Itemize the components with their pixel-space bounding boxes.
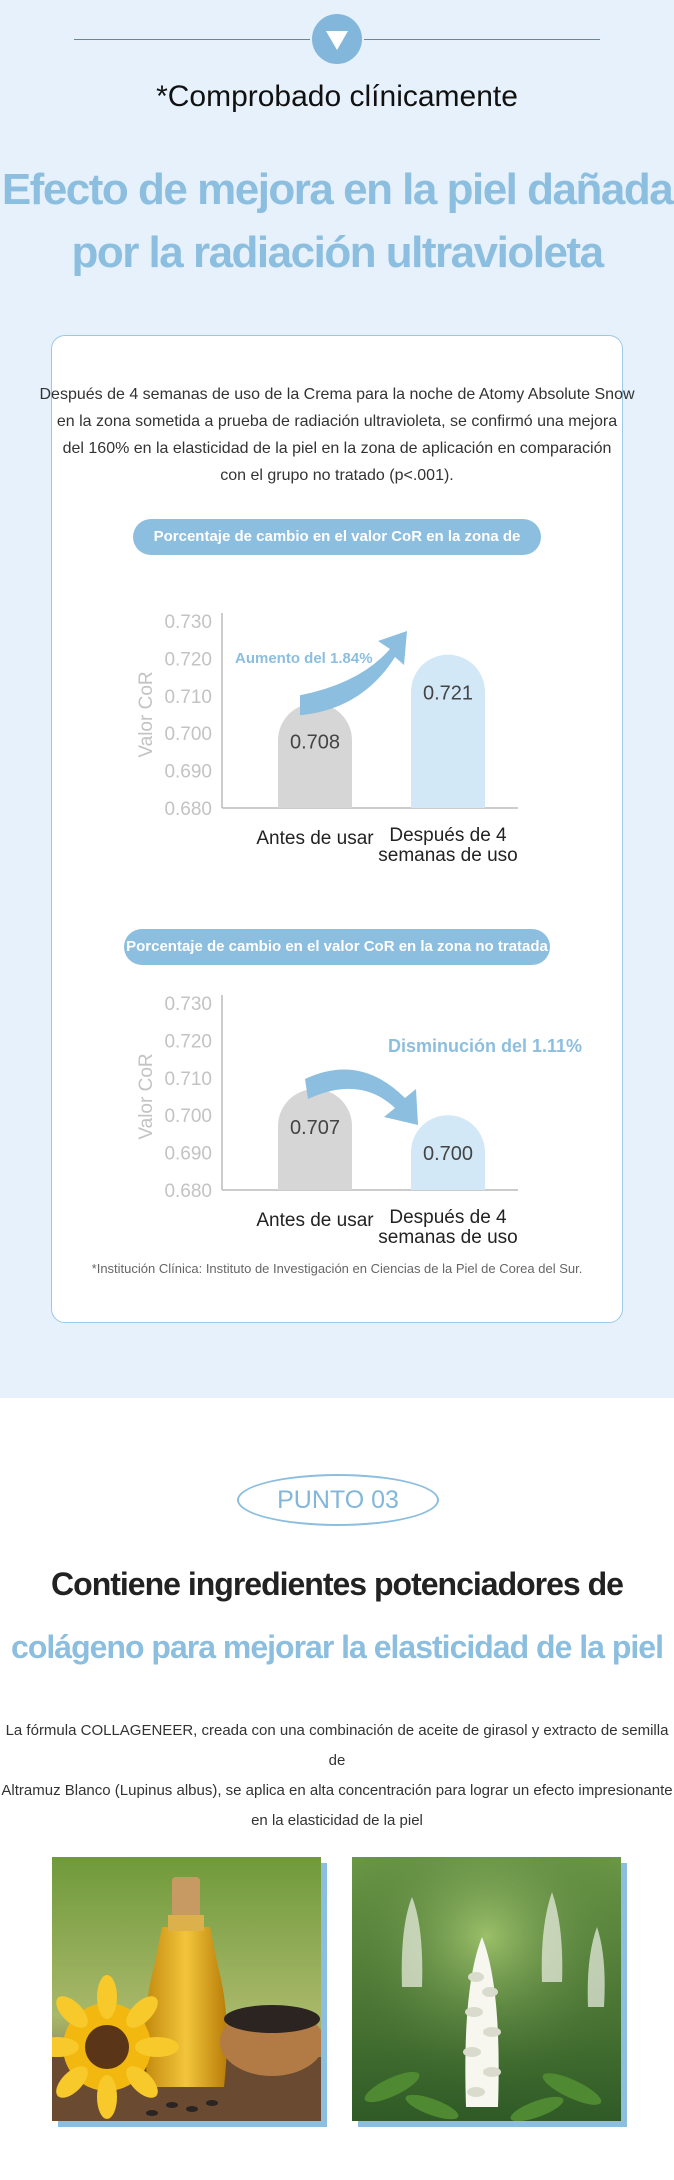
point-description (0, 1716, 674, 1836)
bar-before (278, 703, 352, 808)
y-tick-label: 0.700 (164, 1106, 212, 1128)
bar-value-label: 0.721 (422, 682, 474, 705)
point-description-line1: La fórmula COLLAGENEER, creada con una combinación de aceite de girasol y extracto de semilla de (5, 1722, 669, 1769)
chart-application-zone (136, 612, 518, 866)
change-annotation: Aumento del 1.84% (235, 650, 373, 667)
point-title-line2: colágeno para mejorar la elasticidad de la piel (11, 1629, 663, 1665)
chart2-title: Porcentaje de cambio en el valor CoR en la zona no tratada (124, 929, 550, 965)
bar-value-label: 0.700 (422, 1143, 474, 1166)
y-tick-label: 0.700 (164, 724, 212, 746)
y-tick-label: 0.710 (164, 1068, 212, 1090)
y-tick-label: 0.680 (164, 1181, 212, 1202)
bar-after (411, 655, 485, 808)
y-tick-label: 0.710 (164, 686, 212, 708)
x-tick-label: Después de 4 semanas de uso (378, 825, 518, 866)
lupin-flower-photo (352, 1857, 621, 2121)
page-title-line2: por la radiación ultravioleta (71, 228, 603, 277)
change-annotation: Disminución del 1.11% (388, 1036, 583, 1056)
y-axis-label: Valor CoR (136, 1053, 157, 1140)
y-tick-label: 0.690 (164, 1143, 212, 1165)
x-tick-label: Antes de usar (256, 828, 374, 849)
y-tick-label: 0.730 (164, 612, 212, 633)
x-tick-label: Antes de usar (256, 1210, 374, 1231)
point-description-line2: Altramuz Blanco (Lupinus albus), se aplica en alta concentración para lograr un efecto impresionante (1, 1782, 673, 1799)
y-tick-label: 0.680 (164, 799, 212, 820)
point-title-line1: Contiene ingredientes potenciadores de (51, 1566, 623, 1602)
intro-line-4: con el grupo no tratado (p<.001). (220, 467, 454, 484)
point-badge: PUNTO 03 (237, 1474, 439, 1526)
y-tick-label: 0.690 (164, 761, 212, 783)
clinical-footnote: *Institución Clínica: Instituto de Investigación en Ciencias de la Piel de Corea del Sur. (91, 1261, 583, 1276)
intro-line-1: Después de 4 semanas de uso de la Crema para la noche de Atomy Absolute Snow (39, 386, 635, 403)
intro-line-2: en la zona sometida a prueba de radiación ultravioleta, se confirmó una mejora (56, 413, 618, 430)
x-tick-label: Después de 4 semanas de uso (378, 1207, 518, 1248)
page-title-line1: Efecto de mejora en la piel dañada (1, 165, 673, 214)
chart1-title: Porcentaje de cambio en el valor CoR en la zona de aplicación (133, 519, 541, 555)
y-axis-label: Valor CoR (136, 671, 157, 758)
bar-value-label: 0.707 (289, 1117, 341, 1140)
y-tick-label: 0.720 (164, 1031, 212, 1053)
intro-line-3: del 160% en la elasticidad de la piel en la zona de aplicación en comparación (62, 440, 612, 457)
increase-arrow-icon (300, 631, 407, 715)
y-tick-label: 0.720 (164, 649, 212, 671)
bar-before (278, 1089, 352, 1190)
point-description-line3: en la elasticidad de la piel (251, 1812, 423, 1829)
chart-untreated-zone (136, 994, 582, 1248)
clinical-note: *Comprobado clínicamente (156, 80, 518, 113)
bar-value-label: 0.708 (289, 731, 341, 754)
sunflower-oil-photo (52, 1857, 321, 2121)
y-tick-label: 0.730 (164, 994, 212, 1015)
